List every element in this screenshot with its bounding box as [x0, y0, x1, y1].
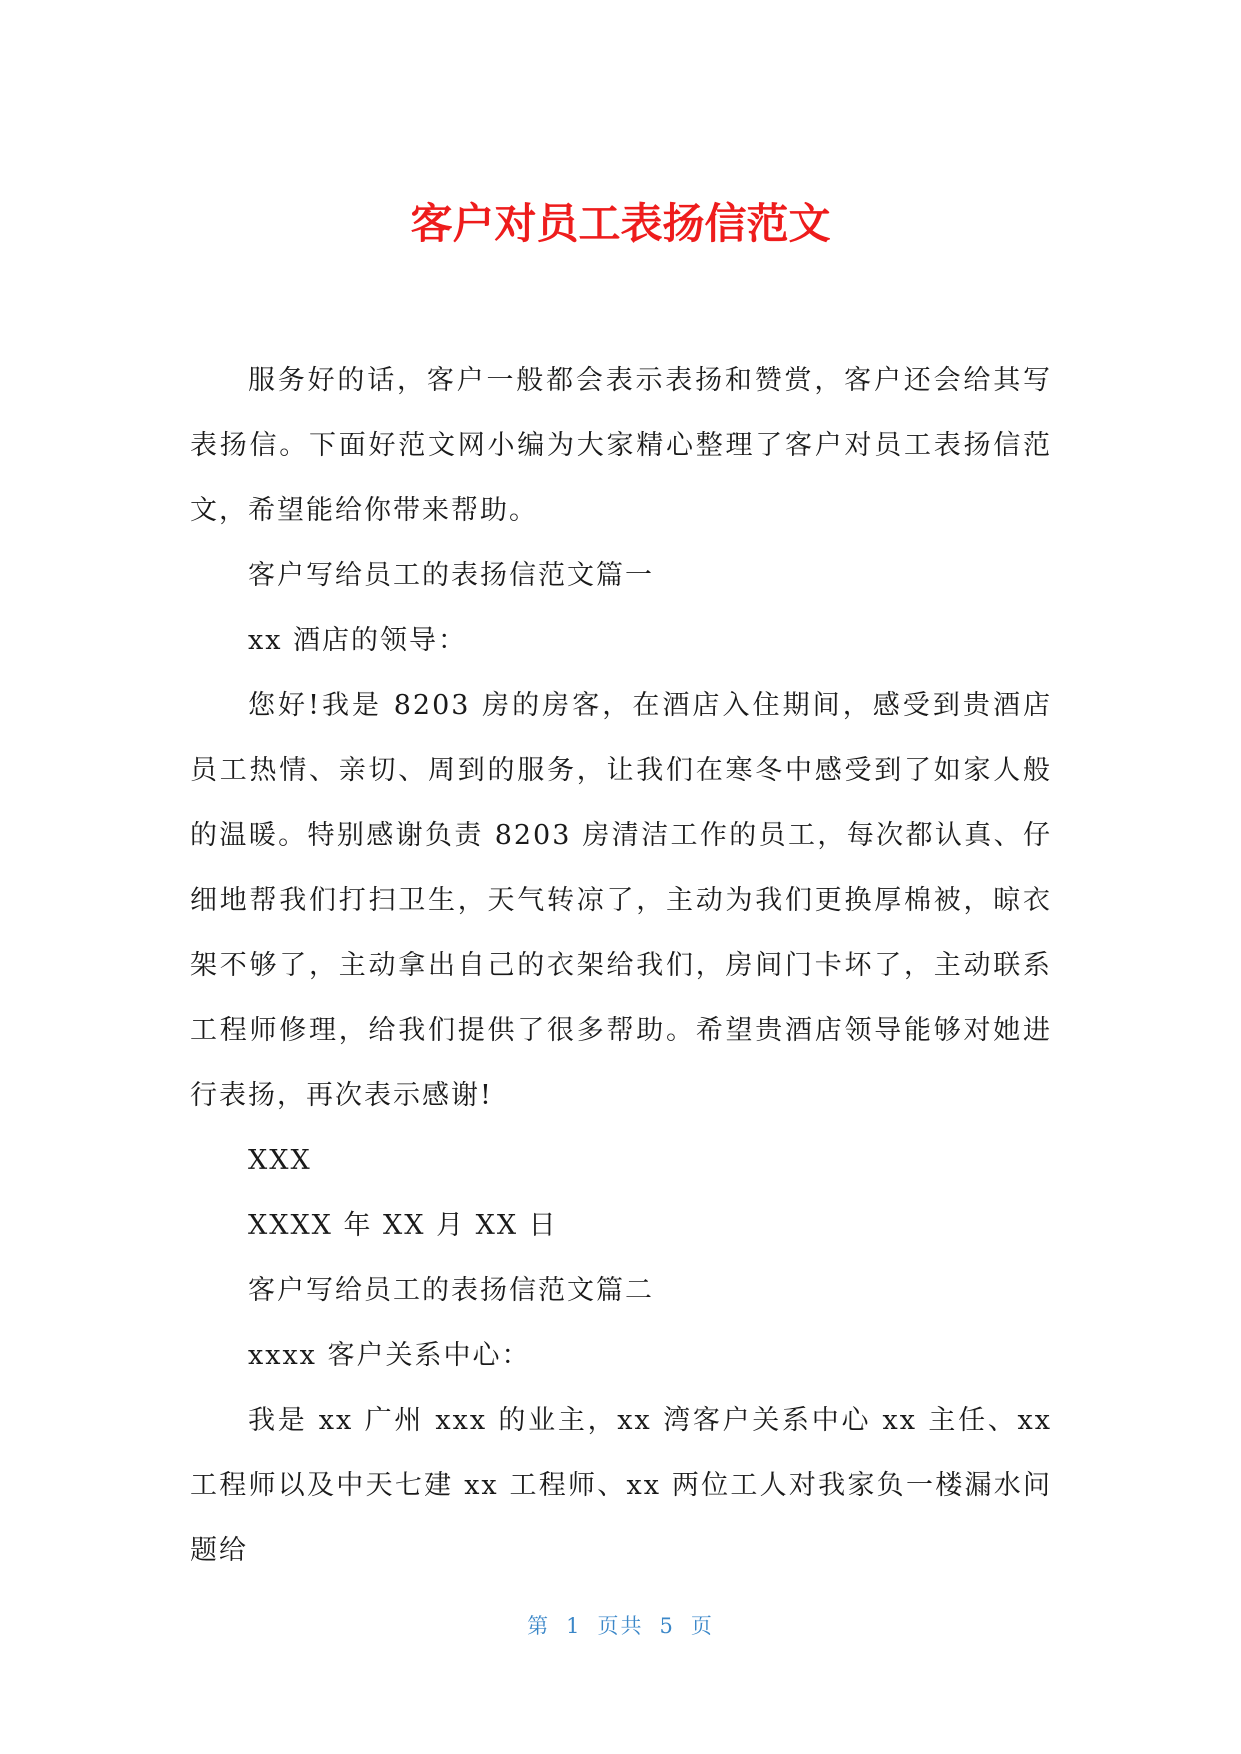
page-title: 客户对员工表扬信范文 — [410, 199, 831, 248]
letter-body-1: 您好!我是 8203 房的房客，在酒店入住期间，感受到贵酒店员工热情、亲切、周到的服务，让我们在寒冬中感受到了如家人般的温暖。特别感谢负责 8203 房清洁工作的员工，每次都认真、仔细地帮我们打扫卫生，天气转凉了，主动为我们更换厚棉被，晾衣架不够了，主动拿出自己的衣架给我们，房间门卡坏了，主动联系工程师修理，给我们提供了很多帮助。希望贵酒店领导能够对她进行表扬，再次表示感谢! — [190, 690, 1052, 1111]
page-footer — [0, 1610, 1241, 1640]
section-heading-2: 客户写给员工的表扬信范文篇二 — [248, 1275, 654, 1306]
footer-current-page: 1 — [566, 1614, 582, 1638]
footer-label-page: 第 — [527, 1614, 551, 1638]
letter-date-1: XXXX 年 XX 月 XX 日 — [248, 1210, 558, 1241]
letter-signature-1: XXX — [248, 1145, 312, 1176]
footer-label-of: 页共 — [597, 1614, 644, 1638]
letter-salutation-2: xxxx 客户关系中心： — [248, 1340, 531, 1371]
footer-total-pages: 5 — [659, 1614, 675, 1638]
section-heading-1: 客户写给员工的表扬信范文篇一 — [248, 560, 654, 591]
letter-salutation-1: xx 酒店的领导： — [248, 625, 468, 656]
letter-body-2: 我是 xx 广州 xxx 的业主，xx 湾客户关系中心 xx 主任、xx 工程师以及中天七建 xx 工程师、xx 两位工人对我家负一楼漏水问题给 — [190, 1405, 1052, 1566]
intro-paragraph: 服务好的话，客户一般都会表示表扬和赞赏，客户还会给其写表扬信。下面好范文网小编为大家精心整理了客户对员工表扬信范文，希望能给你带来帮助。 — [190, 365, 1052, 526]
document-body — [190, 348, 1052, 1583]
footer-label-end: 页 — [690, 1614, 714, 1638]
